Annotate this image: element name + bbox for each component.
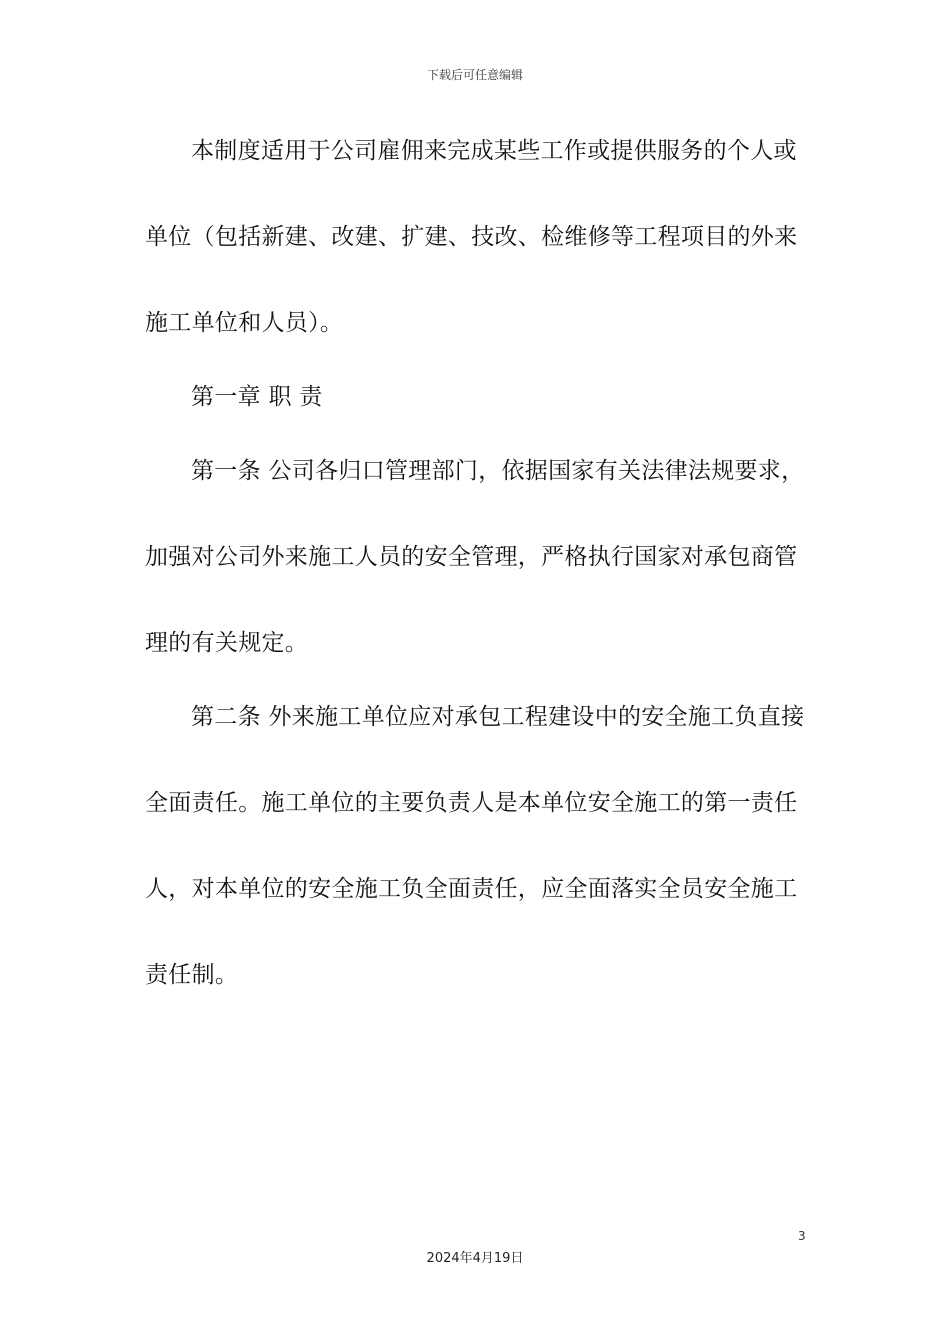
chapter-heading: 第一章 职 责 (191, 384, 323, 410)
page-number: 3 (798, 1229, 806, 1243)
paragraph-line: 人，对本单位的安全施工负全面责任，应全面落实全员安全施工 (145, 876, 798, 902)
paragraph-line: 本制度适用于公司雇佣来完成某些工作或提供服务的个人或 (191, 138, 797, 164)
paragraph-line: 理的有关规定。 (145, 630, 309, 656)
footer-date: 2024年4月19日 (426, 1251, 524, 1266)
paragraph-line: 第二条 外来施工单位应对承包工程建设中的安全施工负直接 (191, 704, 805, 730)
paragraph-line: 责任制。 (145, 962, 239, 988)
paragraph-line: 施工单位和人员）。 (145, 310, 344, 336)
paragraph-line: 加强对公司外来施工人员的安全管理，严格执行国家对承包商管 (145, 544, 798, 570)
paragraph-line: 全面责任。施工单位的主要负责人是本单位安全施工的第一责任 (145, 790, 798, 816)
page-header: 下载后可任意编辑 (426, 68, 523, 82)
paragraph-line: 单位（包括新建、改建、扩建、技改、检维修等工程项目的外来 (145, 224, 798, 250)
paragraph-line: 第一条 公司各归口管理部门，依据国家有关法律法规要求， (191, 458, 805, 484)
